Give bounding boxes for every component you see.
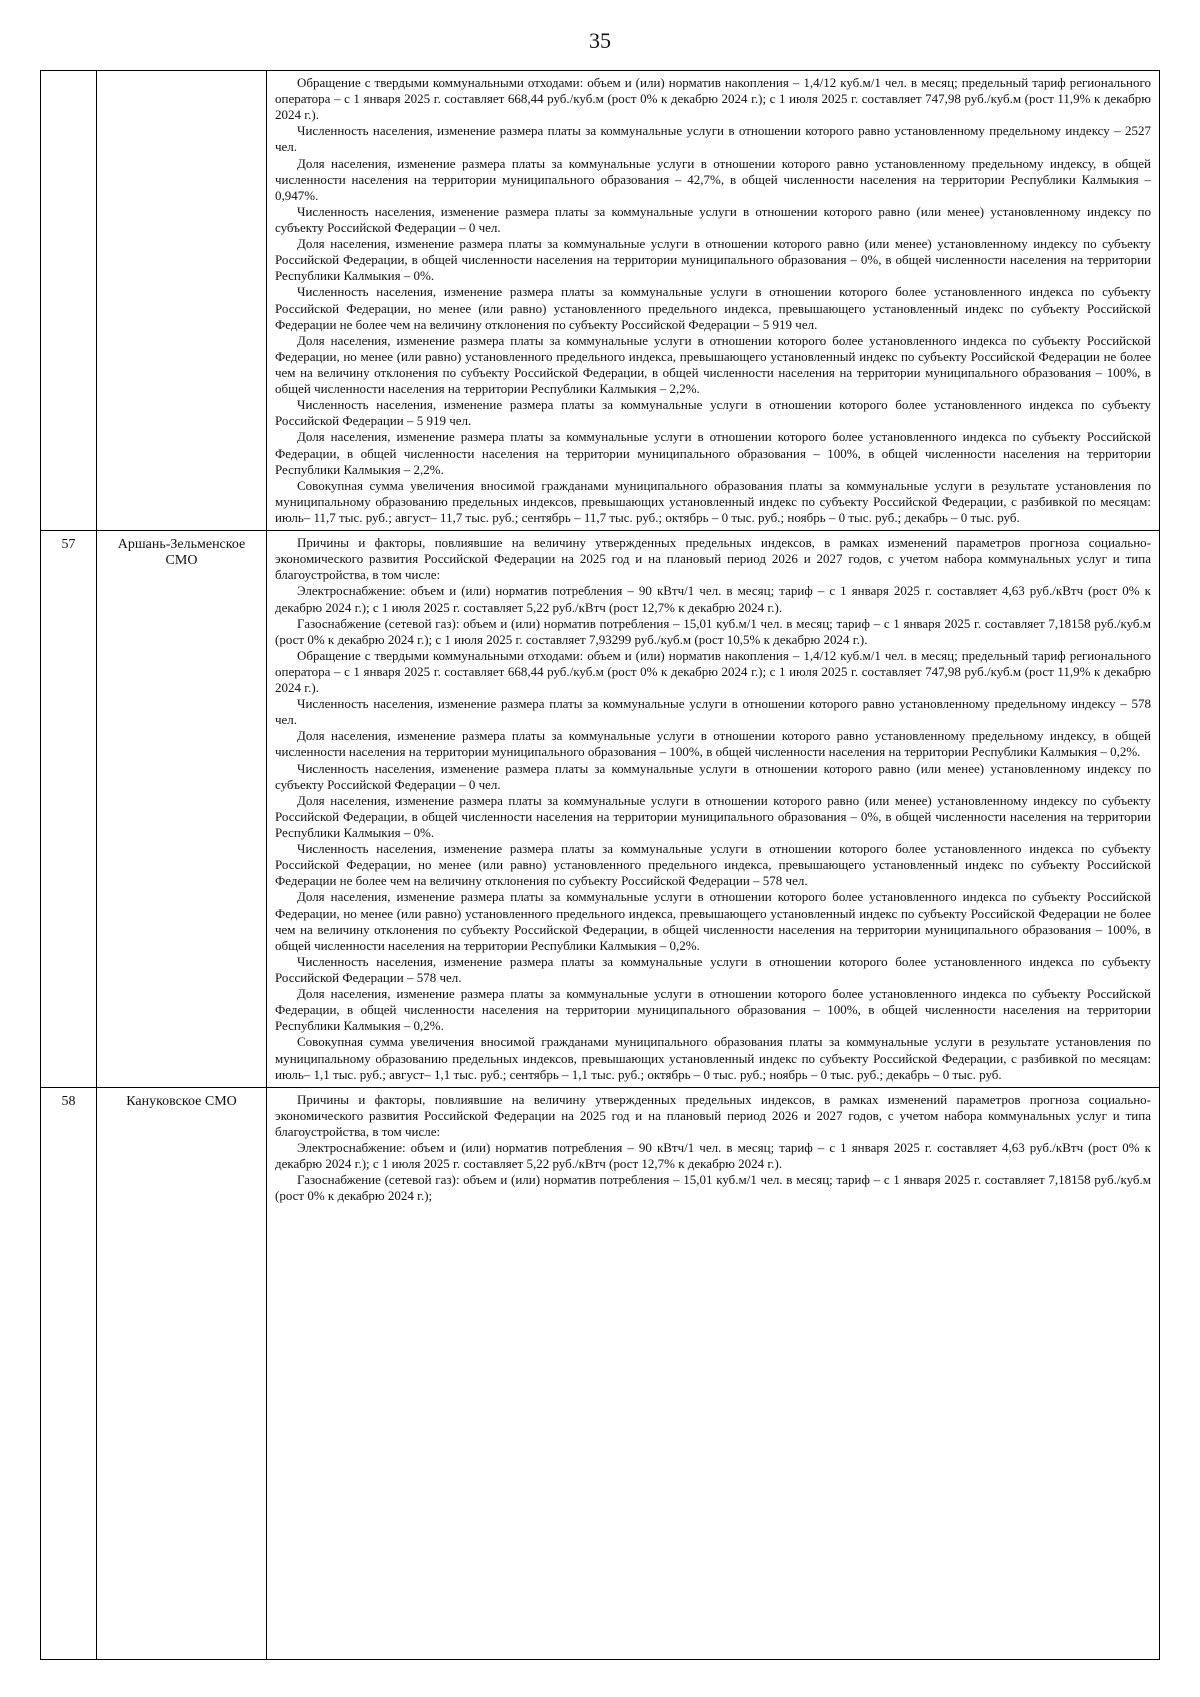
row-text — [267, 71, 1159, 530]
row-number: 58 — [41, 1088, 97, 1659]
paragraph: Доля населения, изменение размера платы за коммунальные услуги в отношении которого более установленного индекса по субъекту Российской Федерации, в общей численности населения на территории муниципального образования – 100%, в общей численности населения на территории Республики Калмыкия – 0,2%. — [275, 986, 1151, 1034]
data-table — [40, 70, 1160, 1660]
municipality-name — [97, 71, 267, 530]
table-row — [41, 530, 1159, 1087]
paragraph: Доля населения, изменение размера платы за коммунальные услуги в отношении которого более установленного индекса по субъекту Российской Федерации, но менее (или равно) установленного предельного индекса, превышающего установленный индекс по субъекту Российской Федерации не более чем на величину отклонения по субъекту Российской Федерации, в общей численности населения на территории муниципального образования – 100%, в общей численности населения на территории Республики Калмыкия – 0,2%. — [275, 889, 1151, 953]
paragraph: Доля населения, изменение размера платы за коммунальные услуги в отношении которого равно установленному предельному индексу, в общей численности населения на территории муниципального образования – 100%, в общей численности населения на территории Республики Калмыкия – 0,2%. — [275, 728, 1151, 760]
paragraph: Доля населения, изменение размера платы за коммунальные услуги в отношении которого равно (или менее) установленному индексу по субъекту Российской Федерации, в общей численности населения на территории муниципального образования – 0%, в общей численности населения на территории Республики Калмыкия – 0%. — [275, 792, 1151, 841]
paragraph: Доля населения, изменение размера платы за коммунальные услуги в отношении которого равно (или менее) установленному индексу по субъекту Российской Федерации, в общей численности населения на территории муниципального образования – 0%, в общей численности населения на территории Республики Калмыкия – 0%. — [275, 236, 1151, 284]
table-row — [41, 71, 1159, 530]
paragraph: Численность населения, изменение размера платы за коммунальные услуги в отношении которого более установленного индекса по субъекту Российской Федерации, но менее (или равно) установленного предельного индекса, превышающего установленный индекс по субъекту Российской Федерации не более чем на величину отклонения по субъекту Российской Федерации – 578 чел. — [275, 841, 1151, 889]
municipality-name: Кануковское СМО — [97, 1088, 267, 1659]
paragraph: Причины и факторы, повлиявшие на величину утвержденных предельных индексов, в рамках изменений параметров прогноза социально-экономического развития Российской Федерации на 2025 год и на плановый период 2026 и 2027 годов, с учетом набора коммунальных услуг и типа благоустройства, в том числе: — [275, 1091, 1151, 1139]
paragraph: Обращение с твердыми коммунальными отходами: объем и (или) норматив накопления – 1,4/12 куб.м/1 чел. в месяц; предельный тариф регионального оператора – с 1 января 2025 г. составляет 668,44 руб./куб.м (рост 0% к декабрю 2024 г.); с 1 июля 2025 г. составляет 747,98 руб./куб.м (рост 11,9% к декабрю 2024 г.). — [275, 75, 1151, 123]
paragraph: Электроснабжение: объем и (или) норматив потребления – 90 кВтч/1 чел. в месяц; тариф – с 1 января 2025 г. составляет 4,63 руб./кВтч (рост 0% к декабрю 2024 г.); с 1 июля 2025 г. составляет 5,22 руб./кВтч (рост 12,7% к декабрю 2024 г.). — [275, 583, 1151, 615]
paragraph: Доля населения, изменение размера платы за коммунальные услуги в отношении которого равно установленному предельному индексу, в общей численности населения на территории муниципального образования – 42,7%, в общей численности населения на территории Республики Калмыкия – 0,947%. — [275, 155, 1151, 203]
paragraph: Численность населения, изменение размера платы за коммунальные услуги в отношении которого равно установленному предельному индексу – 578 чел. — [275, 696, 1151, 728]
page-number: 35 — [589, 28, 611, 53]
paragraph: Электроснабжение: объем и (или) норматив потребления – 90 кВтч/1 чел. в месяц; тариф – с 1 января 2025 г. составляет 4,63 руб./кВтч (рост 0% к декабрю 2024 г.); с 1 июля 2025 г. составляет 5,22 руб./кВтч (рост 12,7% к декабрю 2024 г.). — [275, 1140, 1151, 1172]
paragraph: Численность населения, изменение размера платы за коммунальные услуги в отношении которого более установленного индекса по субъекту Российской Федерации, но менее (или равно) установленного предельного индекса, превышающего установленный индекс по субъекту Российской Федерации не более чем на величину отклонения по субъекту Российской Федерации – 5 919 чел. — [275, 284, 1151, 332]
paragraph: Доля населения, изменение размера платы за коммунальные услуги в отношении которого более установленного индекса по субъекту Российской Федерации, но менее (или равно) установленного предельного индекса, превышающего установленный индекс по субъекту Российской Федерации не более чем на величину отклонения по субъекту Российской Федерации, в общей численности населения на территории муниципального образования – 100%, в общей численности населения на территории Республики Калмыкия – 2,2%. — [275, 332, 1151, 397]
row-text — [267, 1088, 1159, 1659]
row-number — [41, 71, 97, 530]
paragraph: Причины и факторы, повлиявшие на величину утвержденных предельных индексов, в рамках изменений параметров прогноза социально-экономического развития Российской Федерации на 2025 год и на плановый период 2026 и 2027 годов, с учетом набора коммунальных услуг и типа благоустройства, в том числе: — [275, 535, 1151, 583]
paragraph: Совокупная сумма увеличения вносимой гражданами муниципального образования платы за коммунальные услуги в результате установления по муниципальному образованию предельных индексов, превышающих установленный индекс по субъекту Российской Федерации, с разбивкой по месяцам: июль– 1,1 тыс. руб.; август– 1,1 тыс. руб.; сентябрь – 1,1 тыс. руб.; октябрь – 0 тыс. руб.; ноябрь – 0 тыс. руб.; декабрь – 0 тыс. руб. — [275, 1034, 1151, 1082]
row-text — [267, 531, 1159, 1087]
paragraph: Доля населения, изменение размера платы за коммунальные услуги в отношении которого более установленного индекса по субъекту Российской Федерации, в общей численности населения на территории муниципального образования – 100%, в общей численности населения на территории Республики Калмыкия – 2,2%. — [275, 429, 1151, 477]
paragraph: Численность населения, изменение размера платы за коммунальные услуги в отношении которого более установленного индекса по субъекту Российской Федерации – 578 чел. — [275, 953, 1151, 986]
paragraph: Численность населения, изменение размера платы за коммунальные услуги в отношении которого равно (или менее) установленному индексу по субъекту Российской Федерации – 0 чел. — [275, 760, 1151, 792]
paragraph: Численность населения, изменение размера платы за коммунальные услуги в отношении которого равно установленному предельному индексу – 2527 чел. — [275, 123, 1151, 155]
row-number: 57 — [41, 531, 97, 1087]
paragraph: Обращение с твердыми коммунальными отходами: объем и (или) норматив накопления – 1,4/12 куб.м/1 чел. в месяц; предельный тариф регионального оператора – с 1 января 2025 г. составляет 668,44 руб./куб.м (рост 0% к декабрю 2024 г.); с 1 июля 2025 г. составляет 747,98 руб./куб.м (рост 11,9% к декабрю 2024 г.). — [275, 647, 1151, 696]
paragraph: Численность населения, изменение размера платы за коммунальные услуги в отношении которого равно (или менее) установленному индексу по субъекту Российской Федерации – 0 чел. — [275, 203, 1151, 235]
paragraph: Совокупная сумма увеличения вносимой гражданами муниципального образования платы за коммунальные услуги в результате установления по муниципальному образованию предельных индексов, превышающих установленный индекс по субъекту Российской Федерации, с разбивкой по месяцам: июль– 11,7 тыс. руб.; август– 11,7 тыс. руб.; сентябрь – 11,7 тыс. руб.; октябрь – 0 тыс. руб.; ноябрь – 0 тыс. руб.; декабрь – 0 тыс. руб. — [275, 477, 1151, 525]
paragraph: Газоснабжение (сетевой газ): объем и (или) норматив потребления – 15,01 куб.м/1 чел. в месяц; тариф – с 1 января 2025 г. составляет 7,18158 руб./куб.м (рост 0% к декабрю 2024 г.); — [275, 1172, 1151, 1204]
paragraph: Газоснабжение (сетевой газ): объем и (или) норматив потребления – 15,01 куб.м/1 чел. в месяц; тариф – с 1 января 2025 г. составляет 7,18158 руб./куб.м (рост 0% к декабрю 2024 г.); с 1 июля 2025 г. составляет 7,93299 руб./куб.м (рост 10,5% к декабрю 2024 г.). — [275, 615, 1151, 647]
municipality-name: Аршань-Зельменское СМО — [97, 531, 267, 1087]
table-row — [41, 1087, 1159, 1659]
paragraph: Численность населения, изменение размера платы за коммунальные услуги в отношении которого более установленного индекса по субъекту Российской Федерации – 5 919 чел. — [275, 397, 1151, 429]
